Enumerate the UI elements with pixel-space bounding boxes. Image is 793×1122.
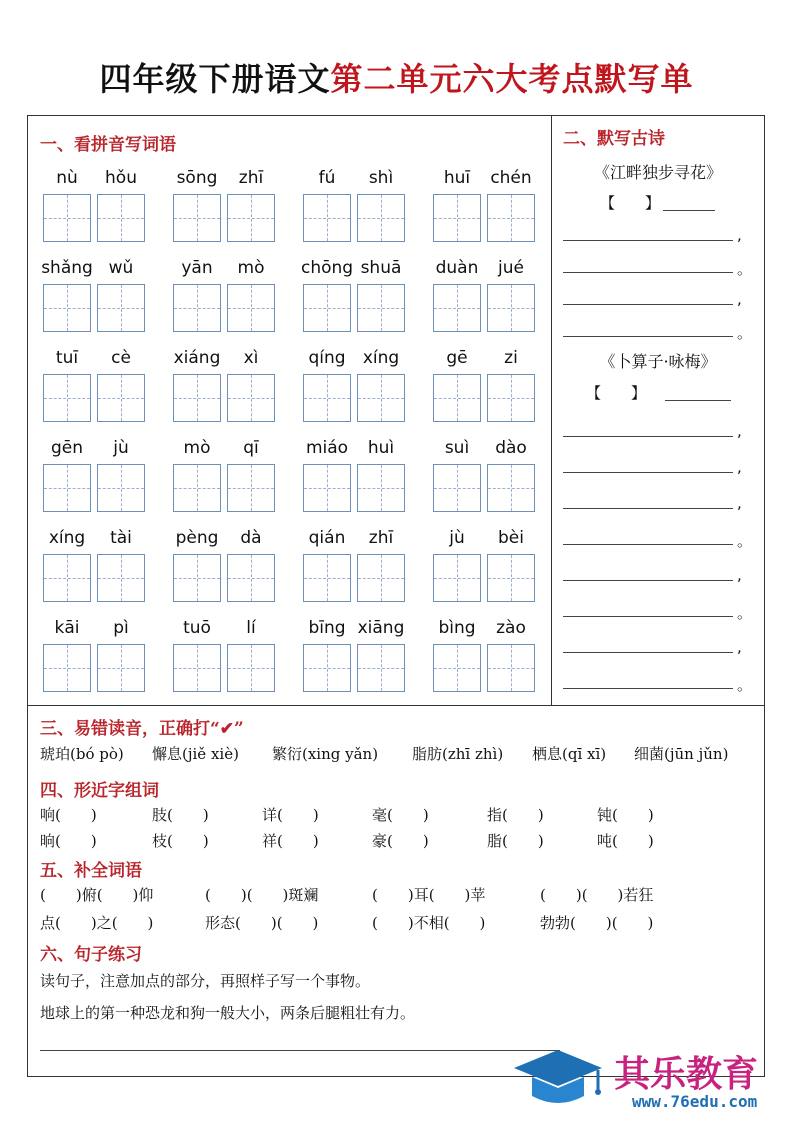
poem-punctuation: ,: [737, 638, 742, 656]
poem-punctuation: 。: [737, 324, 753, 342]
writing-grid-box[interactable]: [487, 644, 535, 692]
poem-answer-line[interactable]: [563, 336, 733, 337]
pinyin-label: dà: [240, 528, 262, 548]
writing-grid-box[interactable]: [227, 554, 275, 602]
pinyin-label: yān: [181, 258, 213, 278]
word-completion-item[interactable]: ( )耳( )苹: [372, 886, 486, 904]
writing-grid-box[interactable]: [487, 554, 535, 602]
pinyin-label: bèi: [498, 528, 524, 548]
pinyin-label: tuī: [55, 348, 79, 368]
writing-grid-box[interactable]: [357, 374, 405, 422]
pinyin-label: pèng: [175, 528, 219, 548]
pinyin-label: chōng: [301, 258, 354, 278]
poem-answer-line[interactable]: [563, 508, 733, 509]
writing-grid-box[interactable]: [173, 464, 221, 512]
section1-heading: 一、看拼音写词语: [40, 135, 176, 155]
pinyin-label: mò: [183, 438, 211, 458]
poem2-title: 《卜算子·咏梅》: [599, 352, 717, 371]
poem-answer-line[interactable]: [563, 472, 733, 473]
pinyin-label: lí: [246, 618, 256, 638]
pinyin-label: sōng: [176, 168, 218, 188]
pinyin-label: zi: [504, 348, 518, 368]
title-part-2: 第二单元六大考点默写单: [330, 60, 694, 98]
similar-char-item[interactable]: 祥( ): [262, 832, 319, 850]
poem1-author-line[interactable]: [663, 210, 715, 211]
pronunciation-item[interactable]: 脂肪(zhī zhì): [412, 745, 504, 763]
writing-grid-box[interactable]: [173, 194, 221, 242]
similar-char-item[interactable]: 晌( ): [40, 832, 97, 850]
similar-char-item[interactable]: 响( ): [40, 806, 97, 824]
writing-grid-box[interactable]: [97, 644, 145, 692]
writing-grid-box[interactable]: [227, 194, 275, 242]
poem-answer-line[interactable]: [563, 304, 733, 305]
poem-answer-line[interactable]: [563, 616, 733, 617]
pinyin-label: bīng: [308, 618, 346, 638]
section5-heading: 五、补全词语: [40, 861, 142, 881]
word-completion-item[interactable]: ( )俯( )仰: [40, 886, 154, 904]
pinyin-label: wǔ: [108, 258, 134, 278]
writing-grid-box[interactable]: [303, 284, 351, 332]
column-divider: [551, 115, 552, 705]
writing-grid-box[interactable]: [97, 284, 145, 332]
pinyin-label: xíng: [48, 528, 86, 548]
writing-grid-box[interactable]: [173, 374, 221, 422]
pinyin-label: dào: [495, 438, 527, 458]
writing-grid-box[interactable]: [357, 644, 405, 692]
writing-grid-box[interactable]: [173, 644, 221, 692]
writing-grid-box[interactable]: [303, 554, 351, 602]
poem1-author-bracket: 【 】: [600, 194, 661, 212]
pinyin-label: huī: [443, 168, 471, 188]
pinyin-label: kāi: [54, 618, 80, 638]
similar-char-item[interactable]: 毫( ): [372, 806, 429, 824]
poem-punctuation: ,: [737, 458, 742, 476]
pronunciation-item[interactable]: 琥珀(bó pò): [40, 745, 124, 763]
section4-heading: 四、形近字组词: [40, 781, 159, 801]
similar-char-item[interactable]: 肢( ): [152, 806, 209, 824]
word-completion-item[interactable]: 形态( )( ): [205, 914, 319, 932]
writing-grid-box[interactable]: [433, 194, 481, 242]
poem1-title: 《江畔独步寻花》: [593, 163, 722, 182]
writing-grid-box[interactable]: [433, 284, 481, 332]
writing-grid-box[interactable]: [433, 464, 481, 512]
pinyin-label: tài: [110, 528, 132, 548]
section6-instruction: 读句子，注意加点的部分，再照样子写一个事物。: [40, 972, 371, 990]
section6-sentence: 地球上的第一种恐龙和狗一般大小，两条后腿粗壮有力。: [40, 1004, 416, 1022]
section2-heading: 二、默写古诗: [563, 129, 665, 149]
logo-graduation-cap-icon: [512, 1046, 604, 1112]
word-completion-item[interactable]: 点( )之( ): [40, 914, 154, 932]
logo-url: www.76edu.com: [632, 1092, 758, 1111]
pinyin-label: qíng: [308, 348, 346, 368]
writing-grid-box[interactable]: [357, 194, 405, 242]
poem-punctuation: 。: [737, 676, 753, 694]
logo-name: 其乐教育: [614, 1054, 759, 1095]
poem-punctuation: ,: [737, 290, 742, 308]
writing-grid-box[interactable]: [43, 464, 91, 512]
title-part-1: 四年级下册语文: [99, 60, 331, 98]
writing-grid-box[interactable]: [97, 464, 145, 512]
writing-grid-box[interactable]: [303, 374, 351, 422]
writing-grid-box[interactable]: [97, 194, 145, 242]
word-completion-item[interactable]: 勃勃( )( ): [540, 914, 654, 932]
writing-grid-box[interactable]: [43, 194, 91, 242]
pronunciation-item[interactable]: 繁衍(xing yǎn): [272, 745, 379, 763]
writing-grid-box[interactable]: [173, 554, 221, 602]
pinyin-label: xiáng: [173, 348, 221, 368]
poem-answer-line[interactable]: [563, 272, 733, 273]
similar-char-item[interactable]: 豪( ): [372, 832, 429, 850]
writing-grid-box[interactable]: [303, 194, 351, 242]
pinyin-label: mò: [237, 258, 265, 278]
pinyin-label: jù: [449, 528, 465, 548]
writing-grid-box[interactable]: [227, 644, 275, 692]
writing-grid-box[interactable]: [433, 374, 481, 422]
pinyin-label: pì: [113, 618, 129, 638]
pinyin-label: chén: [490, 168, 532, 188]
writing-grid-box[interactable]: [487, 464, 535, 512]
similar-char-item[interactable]: 详( ): [262, 806, 319, 824]
pinyin-label: jù: [113, 438, 129, 458]
writing-grid-box[interactable]: [227, 284, 275, 332]
word-completion-item[interactable]: ( )不相( ): [372, 914, 486, 932]
section3-heading: 三、易错读音，正确打“✔”: [40, 719, 244, 739]
pinyin-label: shuā: [360, 258, 402, 278]
poem-punctuation: 。: [737, 260, 753, 278]
writing-grid-box[interactable]: [97, 554, 145, 602]
similar-char-item[interactable]: 钝( ): [597, 806, 654, 824]
pronunciation-item[interactable]: 细菌(jūn jǔn): [634, 745, 729, 763]
pinyin-label: zào: [496, 618, 526, 638]
poem-answer-line[interactable]: [563, 240, 733, 241]
similar-char-item[interactable]: 吨( ): [597, 832, 654, 850]
pinyin-label: cè: [111, 348, 131, 368]
poem-punctuation: ,: [737, 226, 742, 244]
pinyin-label: huì: [367, 438, 395, 458]
pinyin-label: miáo: [305, 438, 349, 458]
pinyin-label: hǒu: [105, 168, 137, 188]
poem-answer-line[interactable]: [563, 544, 733, 545]
pronunciation-item[interactable]: 懈息(jiě xiè): [152, 745, 239, 763]
pinyin-label: xíng: [362, 348, 400, 368]
writing-grid-box[interactable]: [487, 284, 535, 332]
writing-grid-box[interactable]: [43, 374, 91, 422]
section-divider: [27, 705, 765, 706]
writing-grid-box[interactable]: [303, 464, 351, 512]
pinyin-label: duàn: [435, 258, 479, 278]
pinyin-label: qián: [308, 528, 346, 548]
poem-answer-line[interactable]: [563, 436, 733, 437]
poem-punctuation: 。: [737, 604, 753, 622]
poem-answer-line[interactable]: [563, 652, 733, 653]
pinyin-label: suì: [444, 438, 470, 458]
poem2-author-line[interactable]: [665, 400, 731, 401]
writing-grid-box[interactable]: [97, 374, 145, 422]
poem-punctuation: ,: [737, 422, 742, 440]
word-completion-item[interactable]: ( )( )若狂: [540, 886, 654, 904]
writing-grid-box[interactable]: [433, 554, 481, 602]
writing-grid-box[interactable]: [43, 644, 91, 692]
poem2-author-bracket: 【 】: [586, 384, 647, 402]
writing-grid-box[interactable]: [43, 284, 91, 332]
pronunciation-item[interactable]: 栖息(qī xī): [532, 745, 607, 763]
pinyin-label: fú: [318, 168, 336, 188]
writing-grid-box[interactable]: [43, 554, 91, 602]
word-completion-item[interactable]: ( )( )斑斓: [205, 886, 319, 904]
pinyin-label: nù: [56, 168, 78, 188]
writing-grid-box[interactable]: [173, 284, 221, 332]
writing-grid-box[interactable]: [227, 464, 275, 512]
pinyin-label: shì: [368, 168, 394, 188]
pinyin-label: zhī: [238, 168, 264, 188]
similar-char-item[interactable]: 指( ): [487, 806, 544, 824]
pinyin-label: bìng: [438, 618, 476, 638]
pinyin-label: gēn: [50, 438, 84, 458]
page-title: [0, 54, 793, 100]
section6-answer-line[interactable]: [40, 1050, 560, 1051]
pinyin-label: jué: [498, 258, 524, 278]
pinyin-label: shǎng: [41, 258, 93, 278]
pinyin-label: tuō: [183, 618, 211, 638]
writing-grid-box[interactable]: [303, 644, 351, 692]
writing-grid-box[interactable]: [357, 554, 405, 602]
poem-punctuation: ,: [737, 494, 742, 512]
poem-punctuation: 。: [737, 532, 753, 550]
writing-grid-box[interactable]: [227, 374, 275, 422]
similar-char-item[interactable]: 枝( ): [152, 832, 209, 850]
poem-answer-line[interactable]: [563, 580, 733, 581]
similar-char-item[interactable]: 脂( ): [487, 832, 544, 850]
writing-grid-box[interactable]: [357, 464, 405, 512]
pinyin-label: zhī: [368, 528, 394, 548]
pinyin-label: gē: [446, 348, 468, 368]
pinyin-label: xì: [243, 348, 259, 368]
pinyin-label: qī: [243, 438, 259, 458]
section6-heading: 六、句子练习: [40, 945, 142, 965]
poem-answer-line[interactable]: [563, 688, 733, 689]
poem-punctuation: ,: [737, 566, 742, 584]
writing-grid-box[interactable]: [487, 194, 535, 242]
pinyin-label: xiāng: [357, 618, 405, 638]
writing-grid-box[interactable]: [433, 644, 481, 692]
writing-grid-box[interactable]: [487, 374, 535, 422]
writing-grid-box[interactable]: [357, 284, 405, 332]
